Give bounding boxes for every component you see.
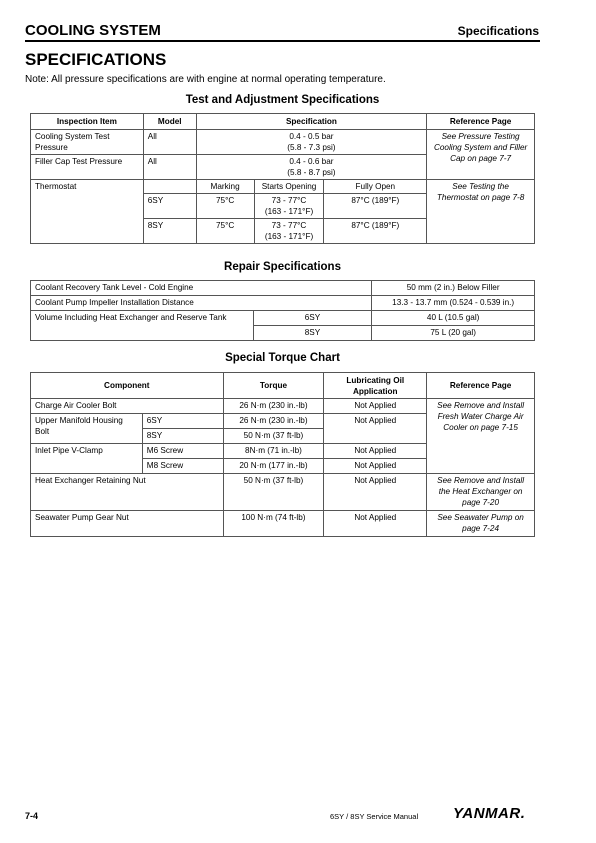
reference-link[interactable]: See Testing the Thermostat on page 7-8 [427, 180, 535, 244]
table-cell: 26 N·m (230 in.-lb) [223, 399, 324, 414]
table-cell: 0.4 - 0.6 bar (5.8 - 8.7 psi) [196, 155, 427, 180]
table-cell: 75 L (20 gal) [372, 326, 535, 341]
table-cell: Not Applied [324, 444, 427, 459]
topic-title: Specifications [457, 24, 539, 38]
page-number: 7-4 [25, 811, 39, 821]
table-cell: Heat Exchanger Retaining Nut [31, 474, 224, 511]
manual-title: 6SY / 8SY Service Manual [330, 812, 419, 821]
table-cell: Upper Manifold Housing Bolt [31, 414, 143, 444]
table-cell: 8SY [253, 326, 372, 341]
table-cell: 8SY [142, 429, 223, 444]
table-cell: Not Applied [324, 399, 427, 414]
col-header: Reference Page [427, 114, 535, 130]
header-rule [25, 40, 540, 42]
table-cell: Charge Air Cooler Bolt [31, 399, 224, 414]
repair-heading: Repair Specifications [224, 261, 341, 273]
table-cell: 73 - 77°C (163 - 171°F) [254, 219, 324, 244]
section-title: COOLING SYSTEM [25, 22, 161, 39]
reference-link[interactable]: See Pressure Testing Cooling System and Filler Cap on page 7-7 [427, 130, 535, 180]
torque-heading: Special Torque Chart [225, 352, 340, 364]
table-cell: Cooling System Test Pressure [31, 130, 144, 155]
table-cell [143, 180, 196, 194]
col-header: Reference Page [427, 373, 535, 399]
test-heading: Test and Adjustment Specifications [185, 94, 380, 106]
torque-table [30, 372, 535, 537]
col-header: Inspection Item [31, 114, 144, 130]
table-cell: 20 N·m (177 in.-lb) [223, 459, 324, 474]
table-cell: 6SY [253, 311, 372, 326]
table-cell: M6 Screw [142, 444, 223, 459]
table-cell: 50 mm (2 in.) Below Filler [372, 281, 535, 296]
table-cell: 8SY [143, 219, 196, 244]
table-cell: Volume Including Heat Exchanger and Reserve Tank [31, 311, 254, 341]
table-cell: 50 N·m (37 ft-lb) [223, 474, 324, 511]
sub-header: Marking [196, 180, 254, 194]
table-cell: 40 L (10.5 gal) [372, 311, 535, 326]
table-cell: 75°C [196, 194, 254, 219]
table-cell: Not Applied [324, 459, 427, 474]
test-table [30, 113, 535, 244]
table-cell: 75°C [196, 219, 254, 244]
table-cell: Not Applied [324, 414, 427, 444]
table-cell: Not Applied [324, 474, 427, 511]
table-cell: Seawater Pump Gear Nut [31, 511, 224, 537]
table-cell: Not Applied [324, 511, 427, 537]
col-header: Component [31, 373, 224, 399]
yanmar-logo: YANMAR. [453, 805, 526, 822]
table-cell: All [143, 130, 196, 155]
reference-link[interactable]: See Remove and Install the Heat Exchanger on page 7-20 [427, 474, 535, 511]
table-cell: 87°C (189°F) [324, 194, 427, 219]
reference-link[interactable]: See Remove and Install Fresh Water Charge Air Cooler on page 7-15 [427, 399, 535, 474]
table-cell: 0.4 - 0.5 bar (5.8 - 7.3 psi) [196, 130, 427, 155]
reference-link[interactable]: See Seawater Pump on page 7-24 [427, 511, 535, 537]
table-cell: Thermostat [31, 180, 144, 244]
table-cell: 8N·m (71 in.-lb) [223, 444, 324, 459]
table-cell: Coolant Recovery Tank Level - Cold Engine [31, 281, 372, 296]
table-cell: 100 N·m (74 ft-lb) [223, 511, 324, 537]
table-cell: 87°C (189°F) [324, 219, 427, 244]
table-cell: 13.3 - 13.7 mm (0.524 - 0.539 in.) [372, 296, 535, 311]
col-header: Model [143, 114, 196, 130]
col-header: Specification [196, 114, 427, 130]
table-cell: All [143, 155, 196, 180]
table-cell: 6SY [142, 414, 223, 429]
note-text: Note: All pressure specifications are with engine at normal operating temperature. [25, 74, 386, 85]
col-header: Lubricating Oil Application [324, 373, 427, 399]
table-cell: M8 Screw [142, 459, 223, 474]
repair-table [30, 280, 535, 341]
table-cell: 50 N·m (37 ft-lb) [223, 429, 324, 444]
table-cell: 6SY [143, 194, 196, 219]
table-cell: Filler Cap Test Pressure [31, 155, 144, 180]
table-cell: Coolant Pump Impeller Installation Distance [31, 296, 372, 311]
table-cell: 26 N·m (230 in.-lb) [223, 414, 324, 429]
col-header: Torque [223, 373, 324, 399]
table-cell: Inlet Pipe V-Clamp [31, 444, 143, 474]
page-title: SPECIFICATIONS [25, 50, 167, 69]
sub-header: Starts Opening [254, 180, 324, 194]
sub-header: Fully Open [324, 180, 427, 194]
table-cell: 73 - 77°C (163 - 171°F) [254, 194, 324, 219]
